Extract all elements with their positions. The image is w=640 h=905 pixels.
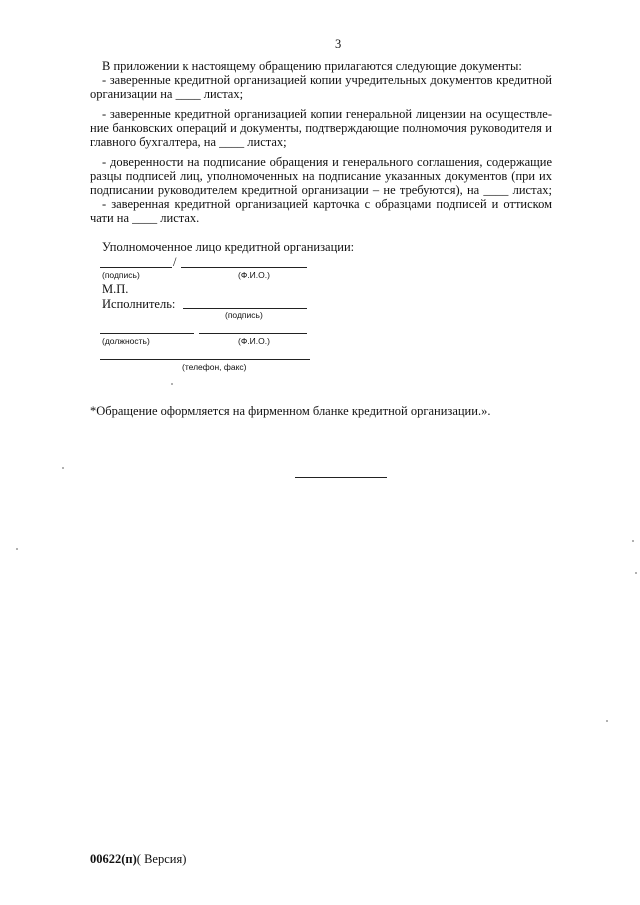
executor-signature-line (183, 308, 307, 309)
document-list-line: чати на ____ листах. (90, 211, 200, 225)
document-list-line: ние банковских операций и документы, подтверждающие полномочия руководителя и (90, 121, 552, 135)
name-caption: (Ф.И.О.) (238, 270, 270, 280)
document-list-line: разцы подписей лиц, уполномоченных на подписание указанных документов (при их (90, 169, 552, 183)
executor-label: Исполнитель: (102, 297, 176, 311)
executor-name-line (199, 333, 307, 334)
scan-speck (635, 572, 637, 574)
footer-code (90, 852, 186, 866)
scan-speck (171, 383, 173, 385)
signature-line (100, 267, 172, 268)
footer-version: ( Версия) (136, 852, 187, 866)
closing-rule (295, 477, 387, 478)
scan-speck (16, 548, 18, 550)
document-list-line: подписании руководителем кредитной организации – не требуются), на ____ листах; (90, 183, 552, 197)
scan-speck (62, 467, 64, 469)
document-list-line: - доверенности на подписание обращения и генерального соглашения, содержащие (102, 155, 552, 169)
phone-line (100, 359, 310, 360)
document-list-line: - заверенные кредитной организацией копии генеральной лицензии на осуществле- (102, 107, 552, 121)
page-number: 3 (335, 37, 342, 51)
signature-slash: / (173, 255, 177, 269)
signature-caption: (подпись) (102, 270, 140, 280)
document-list-line: организации на ____ листах; (90, 87, 244, 101)
document-list-line: - заверенная кредитной организацией карточка с образцами подписей и оттиском (102, 197, 552, 211)
scan-speck (606, 720, 608, 722)
signature-title: Уполномоченное лицо кредитной организации: (102, 240, 355, 254)
scan-speck (632, 540, 634, 542)
executor-name-caption: (Ф.И.О.) (238, 336, 270, 346)
footer-document-code: 00622(п) (90, 852, 137, 866)
executor-signature-caption: (подпись) (225, 310, 263, 320)
intro-text: В приложении к настоящему обращению прилагаются следующие документы: (102, 59, 522, 73)
name-line (181, 267, 307, 268)
footnote: *Обращение оформляется на фирменном бланке кредитной организации.». (90, 404, 491, 418)
document-list-line: - заверенные кредитной организацией копии учредительных документов кредитной (102, 73, 552, 87)
position-caption: (должность) (102, 336, 150, 346)
document-list-line: главного бухгалтера, на ____ листах; (90, 135, 287, 149)
stamp-label: М.П. (102, 282, 129, 296)
position-line (100, 333, 194, 334)
phone-caption: (телефон, факс) (182, 362, 247, 372)
